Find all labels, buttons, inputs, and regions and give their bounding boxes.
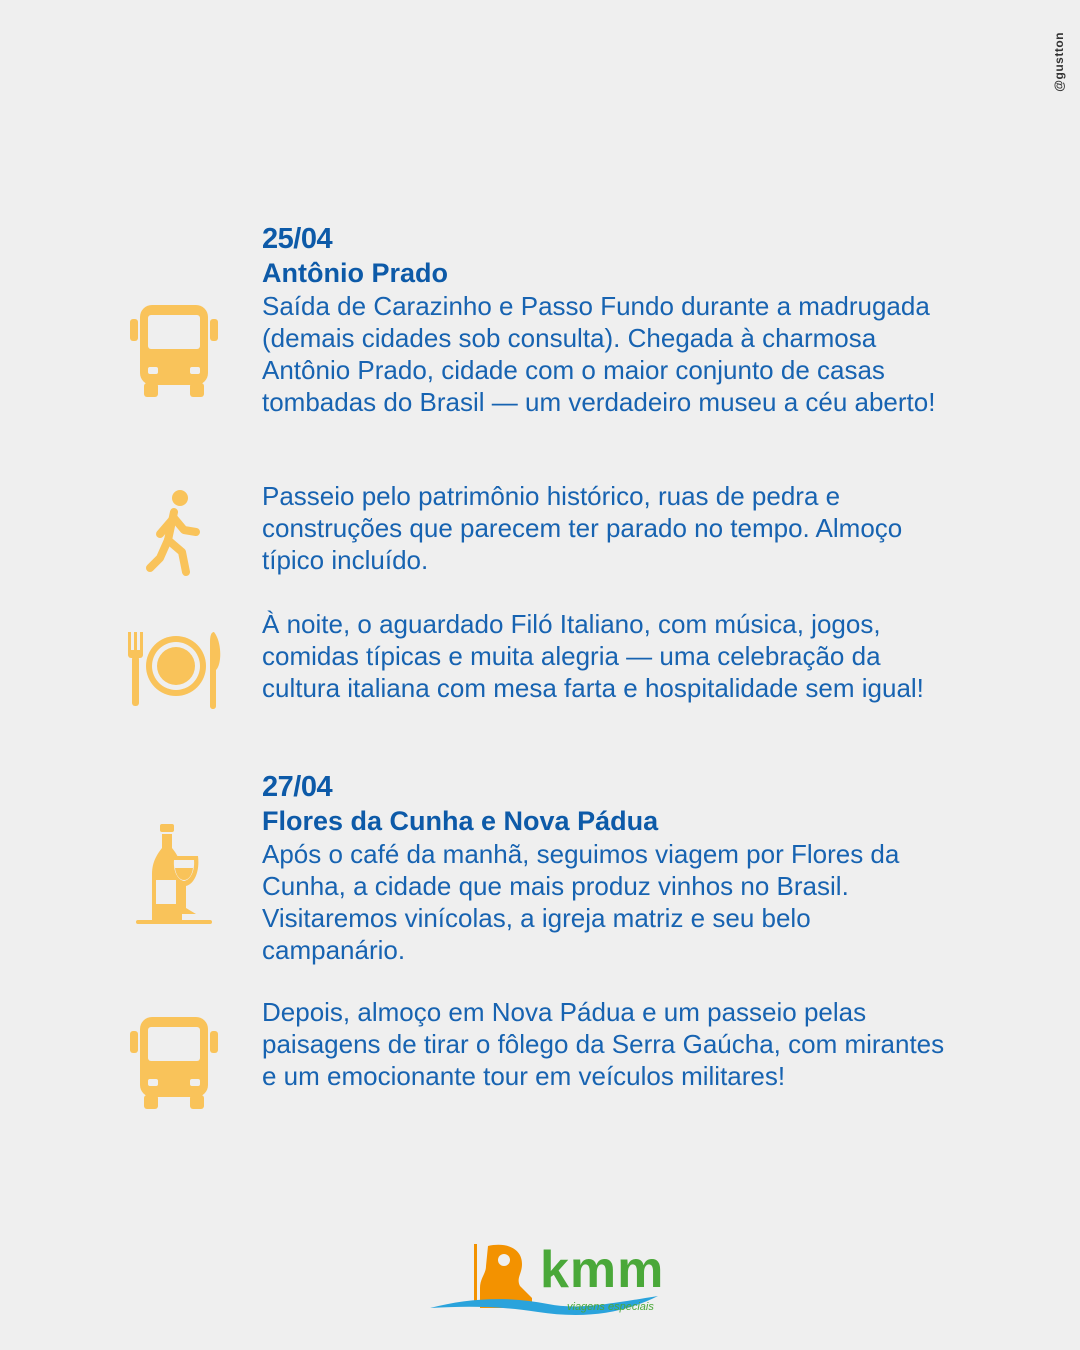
day1-header <box>262 222 952 418</box>
day2-place: Flores da Cunha e Nova Pádua <box>262 806 659 836</box>
day2-date: 27/04 <box>262 771 333 803</box>
logo-wordmark: kmm <box>540 1241 665 1299</box>
bus-icon <box>126 303 222 399</box>
day2-paragraph-2: Depois, almoço em Nova Pádua e um passeio pelas paisagens de tirar o fôlego da Serra Gaúcha, com mirantes e um emocionante tour em veículos militares! <box>262 997 945 1091</box>
day1-paragraph-1: Saída de Carazinho e Passo Fundo durante a madrugada (demais cidades sob consulta). Chegada à charmosa Antônio Prado, cidade com o maior conjunto de casas tombadas do Brasil — um verdadeiro museu a céu aberto! <box>262 291 936 417</box>
day2-header <box>262 770 952 966</box>
author-handle: @gustton <box>1052 32 1066 92</box>
plate-cutlery-icon <box>126 630 224 710</box>
logo-tagline: viagens especiais <box>567 1301 654 1313</box>
day1-paragraph-2: Passeio pelo patrimônio histórico, ruas de pedra e construções que parecem ter parado no tempo. Almoço típico incluído. <box>262 481 903 575</box>
day1-date: 25/04 <box>262 223 333 255</box>
bus-icon <box>126 1015 222 1111</box>
wine-bottle-glass-icon <box>134 822 214 926</box>
walking-person-icon <box>144 488 204 576</box>
day2-paragraph-1: Após o café da manhã, seguimos viagem por Flores da Cunha, a cidade que mais produz vinhos no Brasil. Visitaremos vinícolas, a igreja matriz e seu belo campanário. <box>262 839 900 965</box>
day1-paragraph-3: À noite, o aguardado Filó Italiano, com música, jogos, comidas típicas e muita alegria — uma celebração da cultura italiana com mesa farta e hospitalidade sem igual! <box>262 609 924 703</box>
day1-place: Antônio Prado <box>262 258 448 288</box>
